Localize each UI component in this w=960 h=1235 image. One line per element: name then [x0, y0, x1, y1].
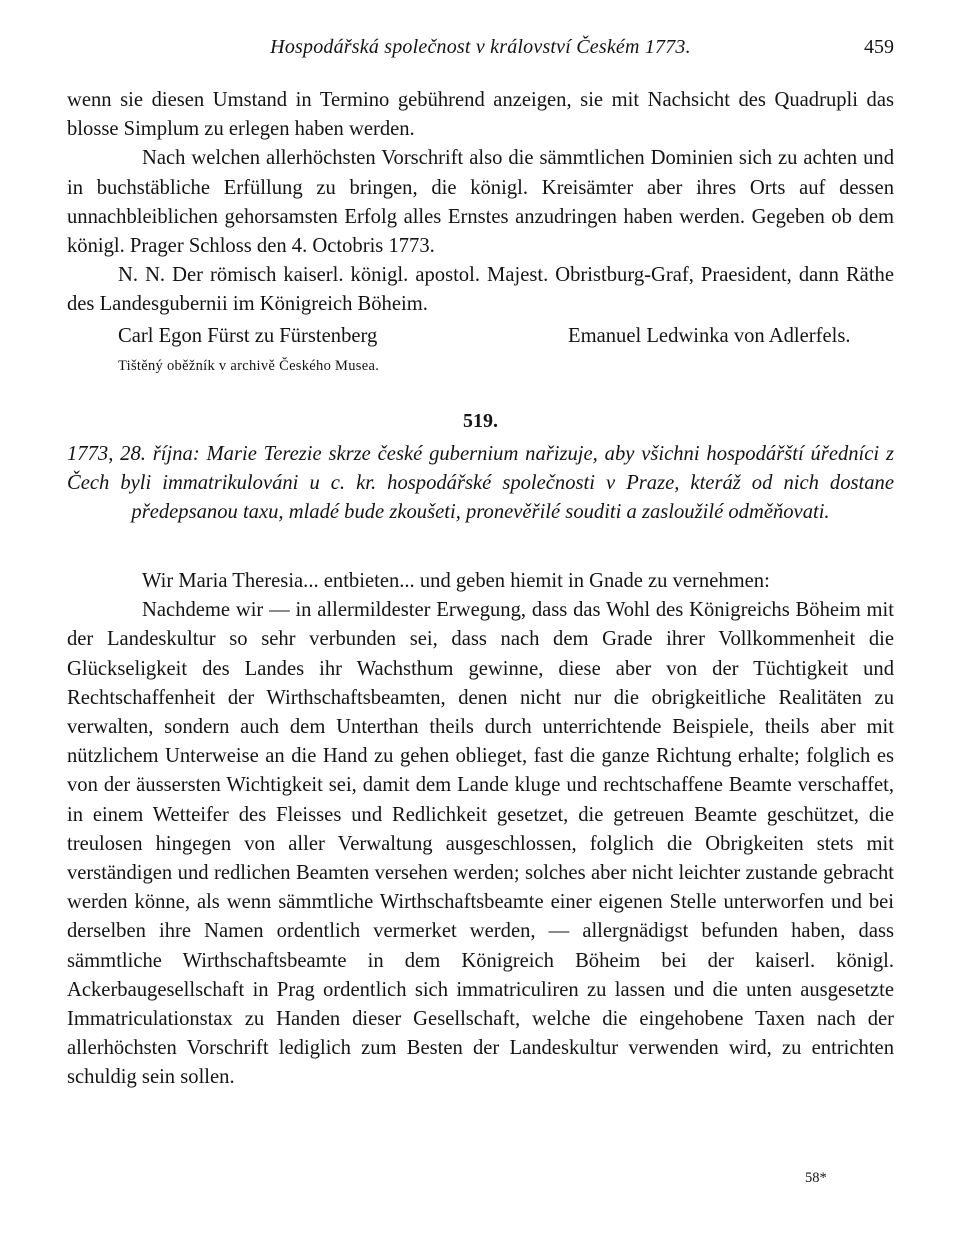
signature-left: Carl Egon Fürst zu Fürstenberg	[118, 325, 378, 347]
document-number: 519.	[463, 410, 498, 432]
page-header	[67, 36, 894, 66]
running-title: Hospodářská společnost v království Českém 1773.	[270, 36, 691, 58]
paragraph-decree-closing: Nach welchen allerhöchsten Vorschrift also die sämmtlichen Dominien sich zu achten und in buchstäbliche Erfüllung zu bringen, die königl. Kreisämter aber ihres Orts auf dessen unnachbleiblichen gehorsamsten Erfolg alles Ernstes anzudringen haben werden. Gegeben ob dem königl. Prager Schloss den 4. Octobris 1773.	[67, 147, 894, 258]
signature-mark: 58*	[805, 1170, 827, 1186]
paragraph-opening: Wir Maria Theresia... entbieten... und geben hiemit in Gnade zu vernehmen:	[142, 570, 770, 592]
paragraph-body: Nachdeme wir — in allermildester Erwegung, dass das Wohl des Königreichs Böheim mit der Landeskultur so sehr verbunden sei, dass nach dem Grade ihrer Vollkommenheit die Glückseligkeit des Landes ihr Wachsthum gewinne, diese aber von der Tüchtigkeit und Rechtschaffenheit der Wirthschaftsbeamten, denen nicht nur die obrigkeitliche Realitäten zu verwalten, sondern auch dem Unterthan theils durch unterrichtende Beispiele, theils aber mit nützlichem Unterweise an die Hand zu gehen oblieget, fast die ganze Richtung erhalte; folglich es von der äussersten Wichtigkeit sei, damit dem Lande kluge und rechtschaffene Beamte verschaffet, in einem Wetteifer des Fleisses und Redlichkeit gesetzet, die getreuen Beamte geschützet, die treulosen hingegen von aller Verwaltung ausgeschlossen, folglich die Obrigkeiten stets mit verständigen und redlichen Beamten versehen werden; solches aber nicht leichter zustande gebracht werden könne, als wenn sämmtliche Wirthschaftsbeamte einer eigenen Stelle unterworfen und bei derselben ihre Namen ordentlich vermerket werden, — allergnädigst befunden haben, dass sämmtliche Wirthschaftsbeamte in dem Königreich Böheim bei der kaiserl. königl. Ackerbaugesellschaft in Prag ordentlich sich immatriculiren zu lassen und die unten ausgesetzte Immatriculationstax zu Handen dieser Gesellschaft, welche die eingehobene Taxen nach der allerhöchsten Vorschrift lediglich zum Besten der Landeskultur verwenden wird, zu entrichten schuldig sein sollen.	[67, 599, 894, 1089]
page-number: 459	[864, 36, 894, 58]
signature-line	[118, 325, 894, 355]
signature-right: Emanuel Ledwinka von Adlerfels.	[568, 325, 851, 347]
document-summary: 1773, 28. října: Marie Terezie skrze české gubernium nařizuje, aby všichni hospodářští úředníci z Čech byli immatrikulováni u c. kr. hospodářské společnosti v Praze, kteráž od nich dostane předepsanou taxu, mladé bude zkoušeti, pronevěřilé souditi a zasloužilé odměňovati.	[67, 443, 894, 524]
continued-text	[67, 86, 894, 320]
document-text	[67, 567, 894, 1093]
paragraph-authority: N. N. Der römisch kaiserl. königl. apostol. Majest. Obristburg-Graf, Praesident, dann Räthe des Landesgubernii im Königreich Böheim.	[67, 264, 894, 316]
source-note: Tištěný oběžník v archivě Českého Musea.	[118, 358, 380, 374]
paragraph-continuation: wenn sie diesen Umstand in Termino gebührend anzeigen, sie mit Nachsicht des Quadrupli das blosse Simplum zu erlegen haben werden.	[67, 89, 894, 141]
